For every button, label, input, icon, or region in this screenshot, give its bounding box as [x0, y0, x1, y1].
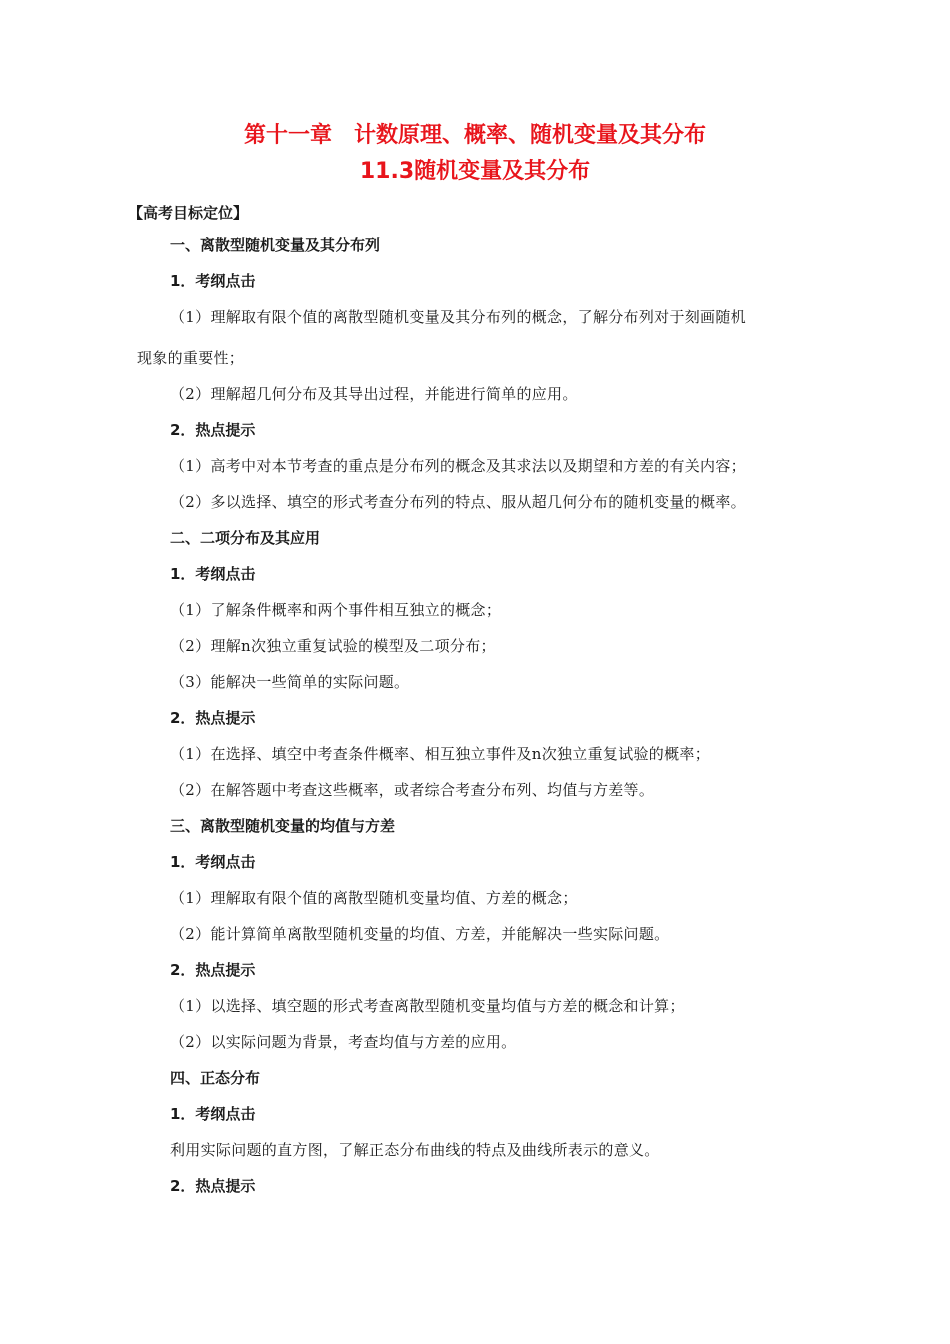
- redian-item: （1）高考中对本节考查的重点是分布列的概念及其求法以及期望和方差的有关内容；: [170, 457, 746, 475]
- redian-item: （2）在解答题中考查这些概率，或者综合考查分布列、均值与方差等。: [170, 781, 655, 799]
- section-heading: 一、离散型随机变量及其分布列: [170, 236, 381, 254]
- kaogang-item: （3）能解决一些简单的实际问题。: [170, 673, 410, 691]
- redian-item: （1）在选择、填空中考查条件概率、相互独立事件及n次独立重复试验的概率；: [170, 745, 711, 763]
- kaogang-item: （1）了解条件概率和两个事件相互独立的概念；: [170, 601, 502, 619]
- redian-label: 2．热点提示: [170, 421, 256, 439]
- kaogang-label: 1．考纲点击: [170, 1105, 256, 1123]
- redian-item: （2）以实际问题为背景，考查均值与方差的应用。: [170, 1033, 517, 1051]
- redian-item: （1）以选择、填空题的形式考查离散型随机变量均值与方差的概念和计算；: [170, 997, 685, 1015]
- chapter-title: 第十一章 计数原理、概率、随机变量及其分布: [243, 123, 706, 148]
- kaogang-item: （2）理解超几何分布及其导出过程，并能进行简单的应用。: [170, 385, 578, 403]
- section-heading: 三、离散型随机变量的均值与方差: [170, 817, 396, 835]
- kaogang-item: （1）理解取有限个值的离散型随机变量及其分布列的概念，了解分布列对于刻画随机: [170, 308, 746, 326]
- kaogang-item: （2）理解n次独立重复试验的模型及二项分布；: [170, 637, 496, 655]
- kaogang-item: （1）理解取有限个值的离散型随机变量均值、方差的概念；: [170, 889, 578, 907]
- kaogang-label: 1．考纲点击: [170, 853, 256, 871]
- redian-label: 2．热点提示: [170, 961, 256, 979]
- section-heading: 二、二项分布及其应用: [170, 529, 321, 547]
- section-heading: 四、正态分布: [170, 1069, 261, 1087]
- kaogang-label: 1．考纲点击: [170, 565, 256, 583]
- redian-label: 2．热点提示: [170, 1177, 256, 1195]
- redian-item: （2）多以选择、填空的形式考查分布列的特点、服从超几何分布的随机变量的概率。: [170, 493, 746, 511]
- target-heading: 【高考目标定位】: [128, 204, 249, 222]
- kaogang-item: （2）能计算简单离散型随机变量的均值、方差，并能解决一些实际问题。: [170, 925, 670, 943]
- kaogang-item: 利用实际问题的直方图，了解正态分布曲线的特点及曲线所表示的意义。: [170, 1141, 660, 1159]
- redian-label: 2．热点提示: [170, 709, 256, 727]
- kaogang-item-continuation: 现象的重要性；: [137, 349, 245, 367]
- section-title: 11.3随机变量及其分布: [359, 159, 591, 184]
- kaogang-label: 1．考纲点击: [170, 272, 256, 290]
